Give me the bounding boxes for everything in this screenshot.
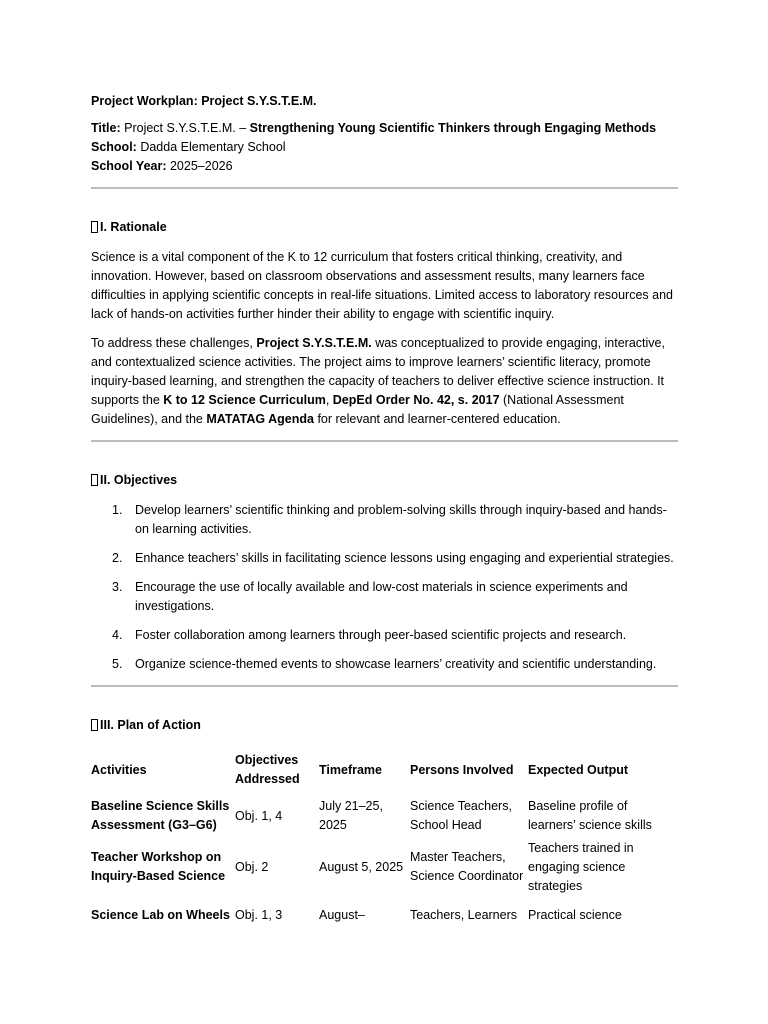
- rationale-emphasis: K to 12 Science Curriculum: [163, 393, 326, 407]
- cell-persons: Master Teachers, Science Coordinator: [410, 850, 524, 883]
- rationale-emphasis: DepEd Order No. 42, s. 2017: [332, 393, 500, 407]
- column-header-activities: Activities: [91, 762, 147, 777]
- rationale-paragraph-2: [91, 334, 678, 429]
- rationale-heading-text: I. Rationale: [100, 220, 167, 234]
- document-body: [91, 92, 678, 964]
- cell-output: Practical science: [528, 908, 622, 922]
- rationale-emphasis: MATATAG Agenda: [206, 412, 314, 426]
- list-item-number: 3.: [112, 580, 123, 594]
- cell-activity: Science Lab on Wheels: [91, 908, 230, 922]
- rationale-text: for relevant and learner-centered education.: [313, 412, 561, 426]
- objectives-list: [91, 501, 678, 674]
- cell-objectives: Obj. 1, 4: [235, 808, 283, 823]
- list-item: [91, 626, 678, 645]
- table-header-row: [91, 746, 678, 794]
- cell-objectives: Obj. 1, 3: [235, 908, 283, 922]
- column-header-timeframe: Timeframe: [319, 762, 382, 777]
- divider-2: [91, 440, 678, 442]
- section-icon: [91, 719, 98, 731]
- section-icon: [91, 221, 98, 233]
- cell-activity: Baseline Science Skills Assessment (G3–G6): [91, 799, 230, 832]
- plan-heading-text: III. Plan of Action: [100, 718, 201, 732]
- cell-activity: Teacher Workshop on Inquiry-Based Science: [91, 850, 226, 883]
- rationale-text: was conceptualized to provide engaging, interactive, and contextualized science activities. The project aims to improve learners’ scientific literacy, promote inquiry-based learning, and strengthen the capacity of teachers to deliver effective science instruction. It supports the: [91, 336, 665, 407]
- column-header-output: Expected Output: [528, 762, 629, 777]
- meta-year-label: School Year:: [91, 159, 167, 173]
- plan-of-action-table: [91, 746, 678, 964]
- table-row: [91, 896, 678, 964]
- rationale-paragraph-1: Science is a vital component of the K to 12 curriculum that fosters critical thinking, creativity, and innovation. However, based on classroom observations and assessment results, many learners face difficulties in applying scientific concepts in real-life situations. Limited access to laboratory resources and lack of hands-on activities further hinder their ability to engage with scientific inquiry.: [91, 250, 674, 321]
- rationale-text: To address these challenges,: [91, 336, 257, 350]
- list-item: [91, 578, 678, 616]
- divider-3: [91, 685, 678, 687]
- rationale-text: ,: [325, 393, 333, 407]
- meta-school-value: Dadda Elementary School: [140, 140, 286, 154]
- cell-timeframe: August 5, 2025: [319, 859, 404, 874]
- meta-year-line: [91, 157, 678, 176]
- list-item-text: Enhance teachers’ skills in facilitating science lessons using engaging and experiential strategies.: [135, 551, 674, 565]
- list-item-text: Foster collaboration among learners through peer-based scientific projects and research.: [135, 628, 627, 642]
- divider-1: [91, 187, 678, 189]
- plan-heading: [91, 716, 678, 735]
- list-item: [91, 501, 678, 539]
- cell-persons: Teachers, Learners: [410, 908, 518, 922]
- table-row: [91, 838, 678, 896]
- cell-output: Baseline profile of learners’ science skills: [528, 799, 652, 832]
- objectives-heading-text: II. Objectives: [100, 473, 178, 487]
- rationale-heading: [91, 218, 678, 237]
- meta-title-label: Title:: [91, 121, 121, 135]
- list-item: [91, 549, 678, 568]
- rationale-text: (National Assessment Guidelines), and the: [91, 393, 624, 426]
- column-header-objectives: Objectives Addressed: [235, 753, 300, 786]
- list-item-number: 2.: [112, 551, 123, 565]
- cell-objectives: Obj. 2: [235, 859, 269, 874]
- list-item-number: 4.: [112, 628, 123, 642]
- document-title: Project Workplan: Project S.Y.S.T.E.M.: [91, 94, 317, 108]
- cell-timeframe: July 21–25, 2025: [319, 799, 383, 832]
- section-icon: [91, 474, 98, 486]
- meta-title-plain: Project S.Y.S.T.E.M. –: [124, 121, 247, 135]
- meta-title-line: [91, 119, 678, 138]
- objectives-heading: [91, 471, 678, 490]
- table-row: [91, 794, 678, 838]
- list-item-text: Encourage the use of locally available and low-cost materials in science experiments and investigations.: [135, 580, 628, 613]
- list-item-text: Organize science-themed events to showcase learners’ creativity and scientific understanding.: [135, 657, 657, 671]
- meta-school-label: School:: [91, 140, 137, 154]
- meta-school-line: [91, 138, 678, 157]
- rationale-emphasis: Project S.Y.S.T.E.M.: [256, 336, 372, 350]
- list-item-number: 5.: [112, 657, 123, 671]
- cell-output: Teachers trained in engaging science strategies: [528, 840, 634, 893]
- meta-title-bold: Strengthening Young Scientific Thinkers through Engaging Methods: [249, 121, 657, 135]
- list-item: [91, 655, 678, 674]
- meta-year-value: 2025–2026: [169, 159, 233, 173]
- list-item-number: 1.: [112, 503, 123, 517]
- cell-timeframe: August–: [319, 908, 365, 922]
- column-header-persons: Persons Involved: [410, 762, 514, 777]
- list-item-text: Develop learners’ scientific thinking and problem-solving skills through inquiry-based and hands-on learning activities.: [135, 503, 667, 536]
- cell-persons: Science Teachers, School Head: [410, 799, 512, 832]
